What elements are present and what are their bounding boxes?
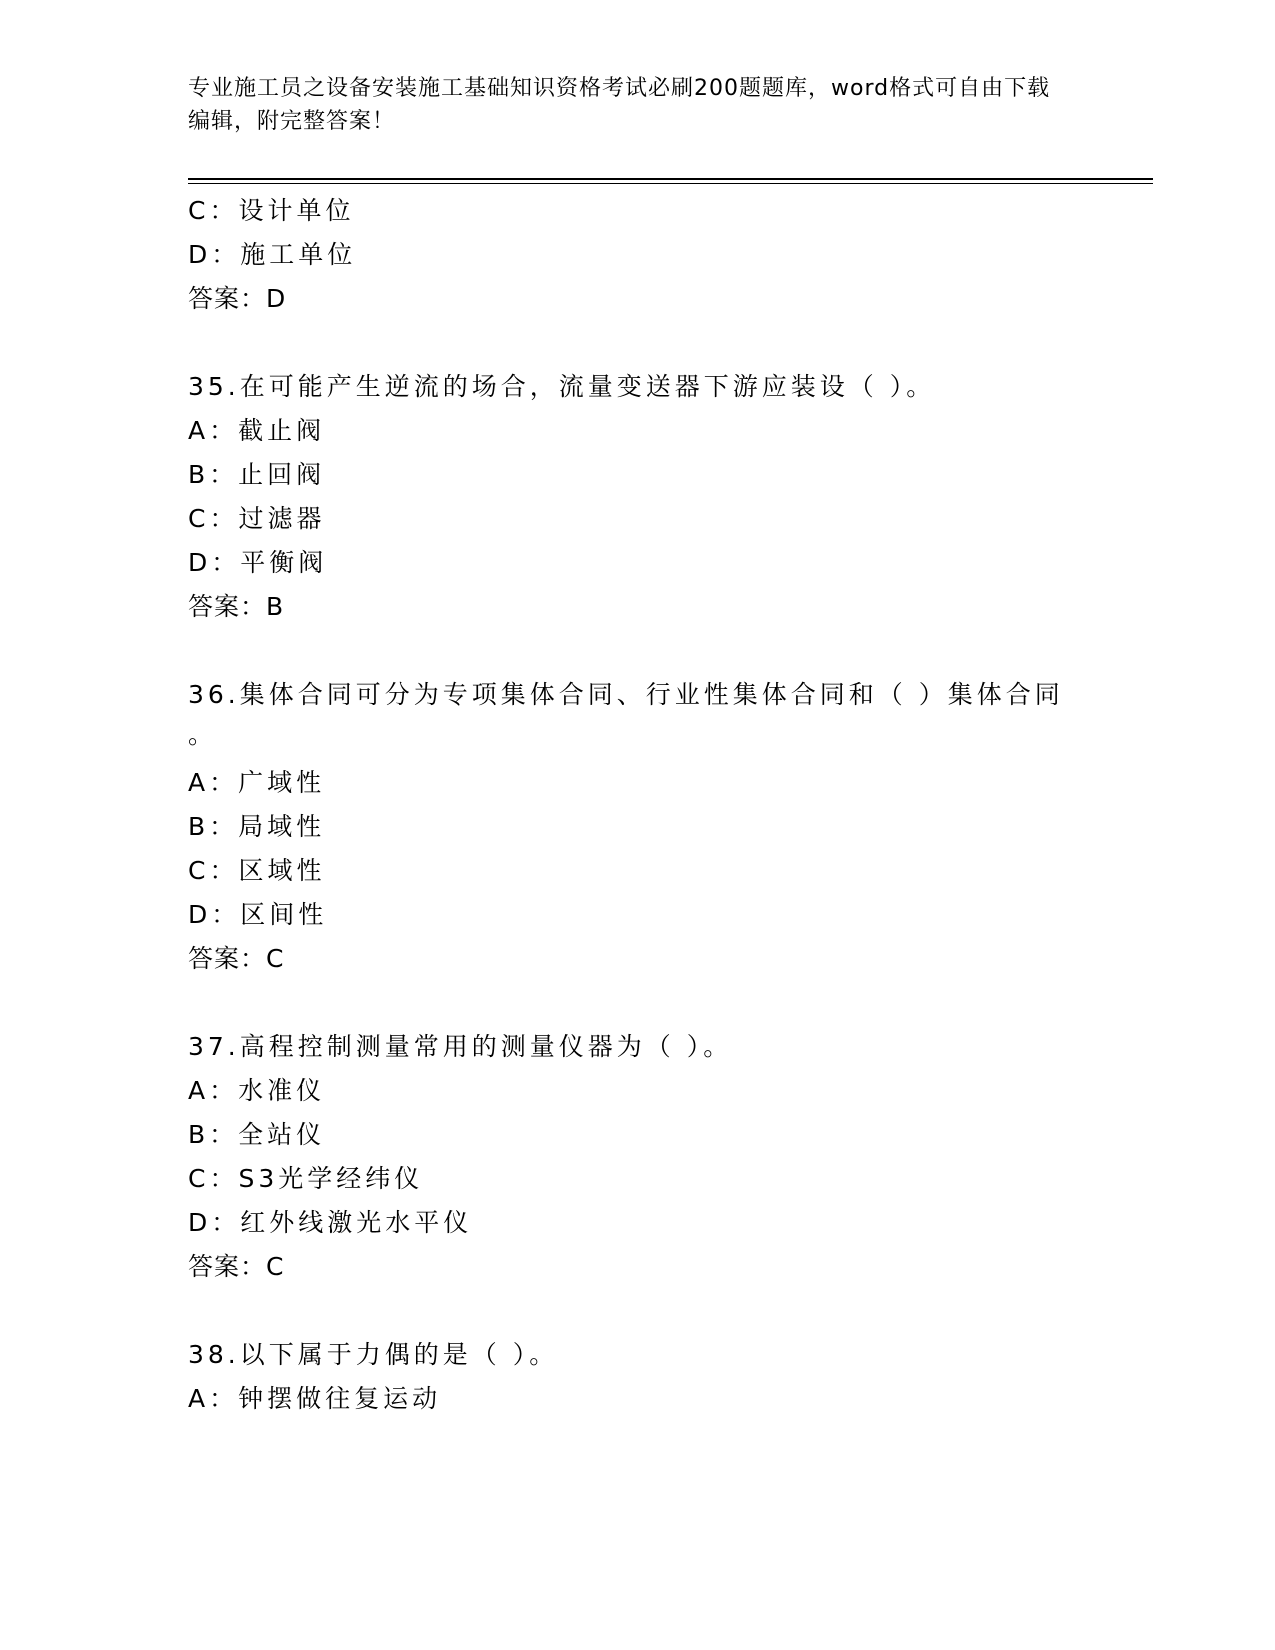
option-a-q36: A：广域性 (188, 768, 326, 797)
option-b-q36: B：局域性 (188, 812, 326, 841)
question-38: 38.以下属于力偶的是（ ）。 (188, 1340, 559, 1369)
option-d-q35: D：平衡阀 (188, 548, 328, 577)
question-36: 36.集体合同可分为专项集体合同、行业性集体合同和（ ）集体合同 (188, 680, 1064, 709)
header-rule-thin (188, 183, 1153, 184)
option-a-q37: A：水准仪 (188, 1076, 326, 1105)
question-37: 37.高程控制测量常用的测量仪器为（ ）。 (188, 1032, 733, 1061)
option-c-q34: C：设计单位 (188, 196, 355, 225)
question-35: 35.在可能产生逆流的场合，流量变送器下游应装设（ ）。 (188, 372, 936, 401)
answer-q35: 答案：B (188, 592, 285, 621)
option-a-q35: A：截止阀 (188, 416, 326, 445)
option-d-q36: D：区间性 (188, 900, 328, 929)
option-c-q37: C：S3光学经纬仪 (188, 1164, 424, 1193)
document-header: 专业施工员之设备安装施工基础知识资格考试必刷200题题库，word格式可自由下载编辑，附完整答案！ (188, 76, 1051, 134)
answer-q34: 答案：D (188, 284, 287, 313)
option-b-q37: B：全站仪 (188, 1120, 326, 1149)
option-c-q35: C：过滤器 (188, 504, 326, 533)
option-c-q36: C：区域性 (188, 856, 326, 885)
option-a-q38: A：钟摆做往复运动 (188, 1384, 442, 1413)
question-36-continuation: 。 (188, 720, 218, 749)
option-d-q34: D：施工单位 (188, 240, 357, 269)
option-d-q37: D：红外线激光水平仪 (188, 1208, 473, 1237)
answer-q36: 答案：C (188, 944, 285, 973)
header-rule-thick (188, 178, 1153, 180)
option-b-q35: B：止回阀 (188, 460, 326, 489)
answer-q37: 答案：C (188, 1252, 285, 1281)
